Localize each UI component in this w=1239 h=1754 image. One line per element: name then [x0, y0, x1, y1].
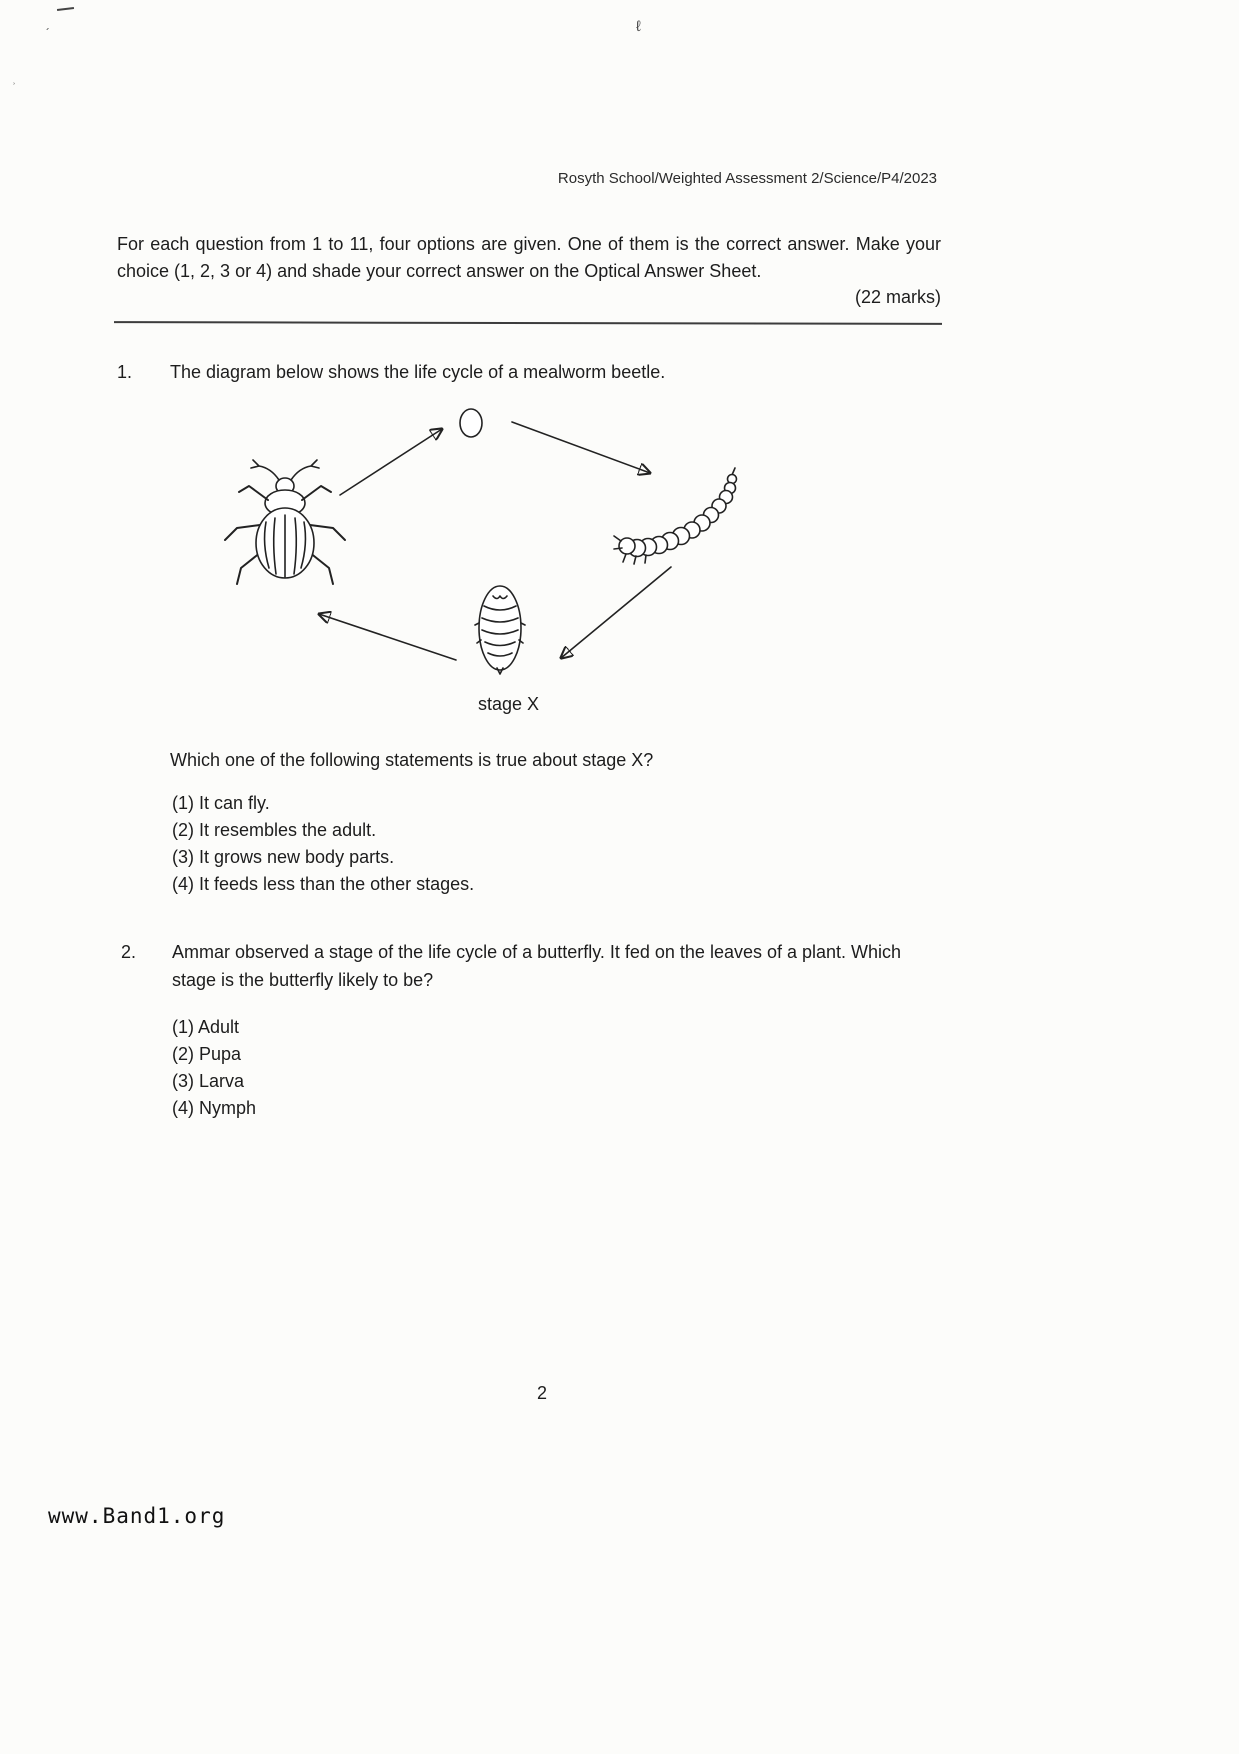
- scan-artifact: ℓ: [636, 18, 641, 35]
- option-line: (2) It resembles the adult.: [172, 820, 377, 840]
- instructions-block: [117, 231, 941, 313]
- arrow-adult-to-egg: [340, 429, 442, 495]
- arrow-pupa-to-adult: [319, 614, 456, 660]
- option-line: (4) It feeds less than the other stages.: [172, 874, 475, 894]
- egg-illustration: [460, 409, 482, 437]
- pupa-illustration: [475, 586, 525, 674]
- question-1-text: The diagram below shows the life cycle of a mealworm beetle.: [170, 362, 666, 382]
- document-header: Rosyth School/Weighted Assessment 2/Science/P4/2023: [557, 170, 937, 187]
- question-2-options: [172, 1014, 256, 1122]
- scan-artifact: ʾ: [12, 80, 16, 94]
- question-2-number: 2.: [121, 942, 137, 962]
- question-2-text: Ammar observed a stage of the life cycle of a butterfly. It fed on the leaves of a plant. Which stage is the butterfly likely to be?: [172, 942, 902, 990]
- scan-artifact: ´: [46, 26, 50, 40]
- arrow-egg-to-larva: [512, 422, 650, 473]
- marks-label: (22 marks): [854, 287, 941, 307]
- larva-illustration: [614, 468, 737, 564]
- diagram-stage-label: stage X: [478, 694, 540, 714]
- question-1-prompt: Which one of the following statements is true about stage X?: [170, 750, 654, 770]
- page-number: 2: [537, 1383, 548, 1403]
- option-line: (1) Adult: [172, 1017, 240, 1037]
- site-watermark: www.Band1.org: [48, 1504, 226, 1528]
- arrow-larva-to-pupa: [561, 567, 671, 658]
- instructions-text: For each question from 1 to 11, four options are given. One of them is the correct answer. Make your choice (1, 2, 3 or 4) and shade your correct answer on the Optical Answer Sheet.: [117, 234, 941, 281]
- beetle-illustration: [225, 460, 345, 584]
- question-1-options: [172, 790, 474, 898]
- scan-artifact: [57, 7, 74, 11]
- option-line: (3) Larva: [172, 1071, 245, 1091]
- option-line: (4) Nymph: [172, 1098, 257, 1118]
- option-line: (2) Pupa: [172, 1044, 242, 1064]
- question-1-number: 1.: [117, 362, 133, 382]
- life-cycle-diagram: [120, 395, 780, 725]
- divider-line: [114, 321, 942, 325]
- option-line: (1) It can fly.: [172, 793, 270, 813]
- option-line: (3) It grows new body parts.: [172, 847, 395, 867]
